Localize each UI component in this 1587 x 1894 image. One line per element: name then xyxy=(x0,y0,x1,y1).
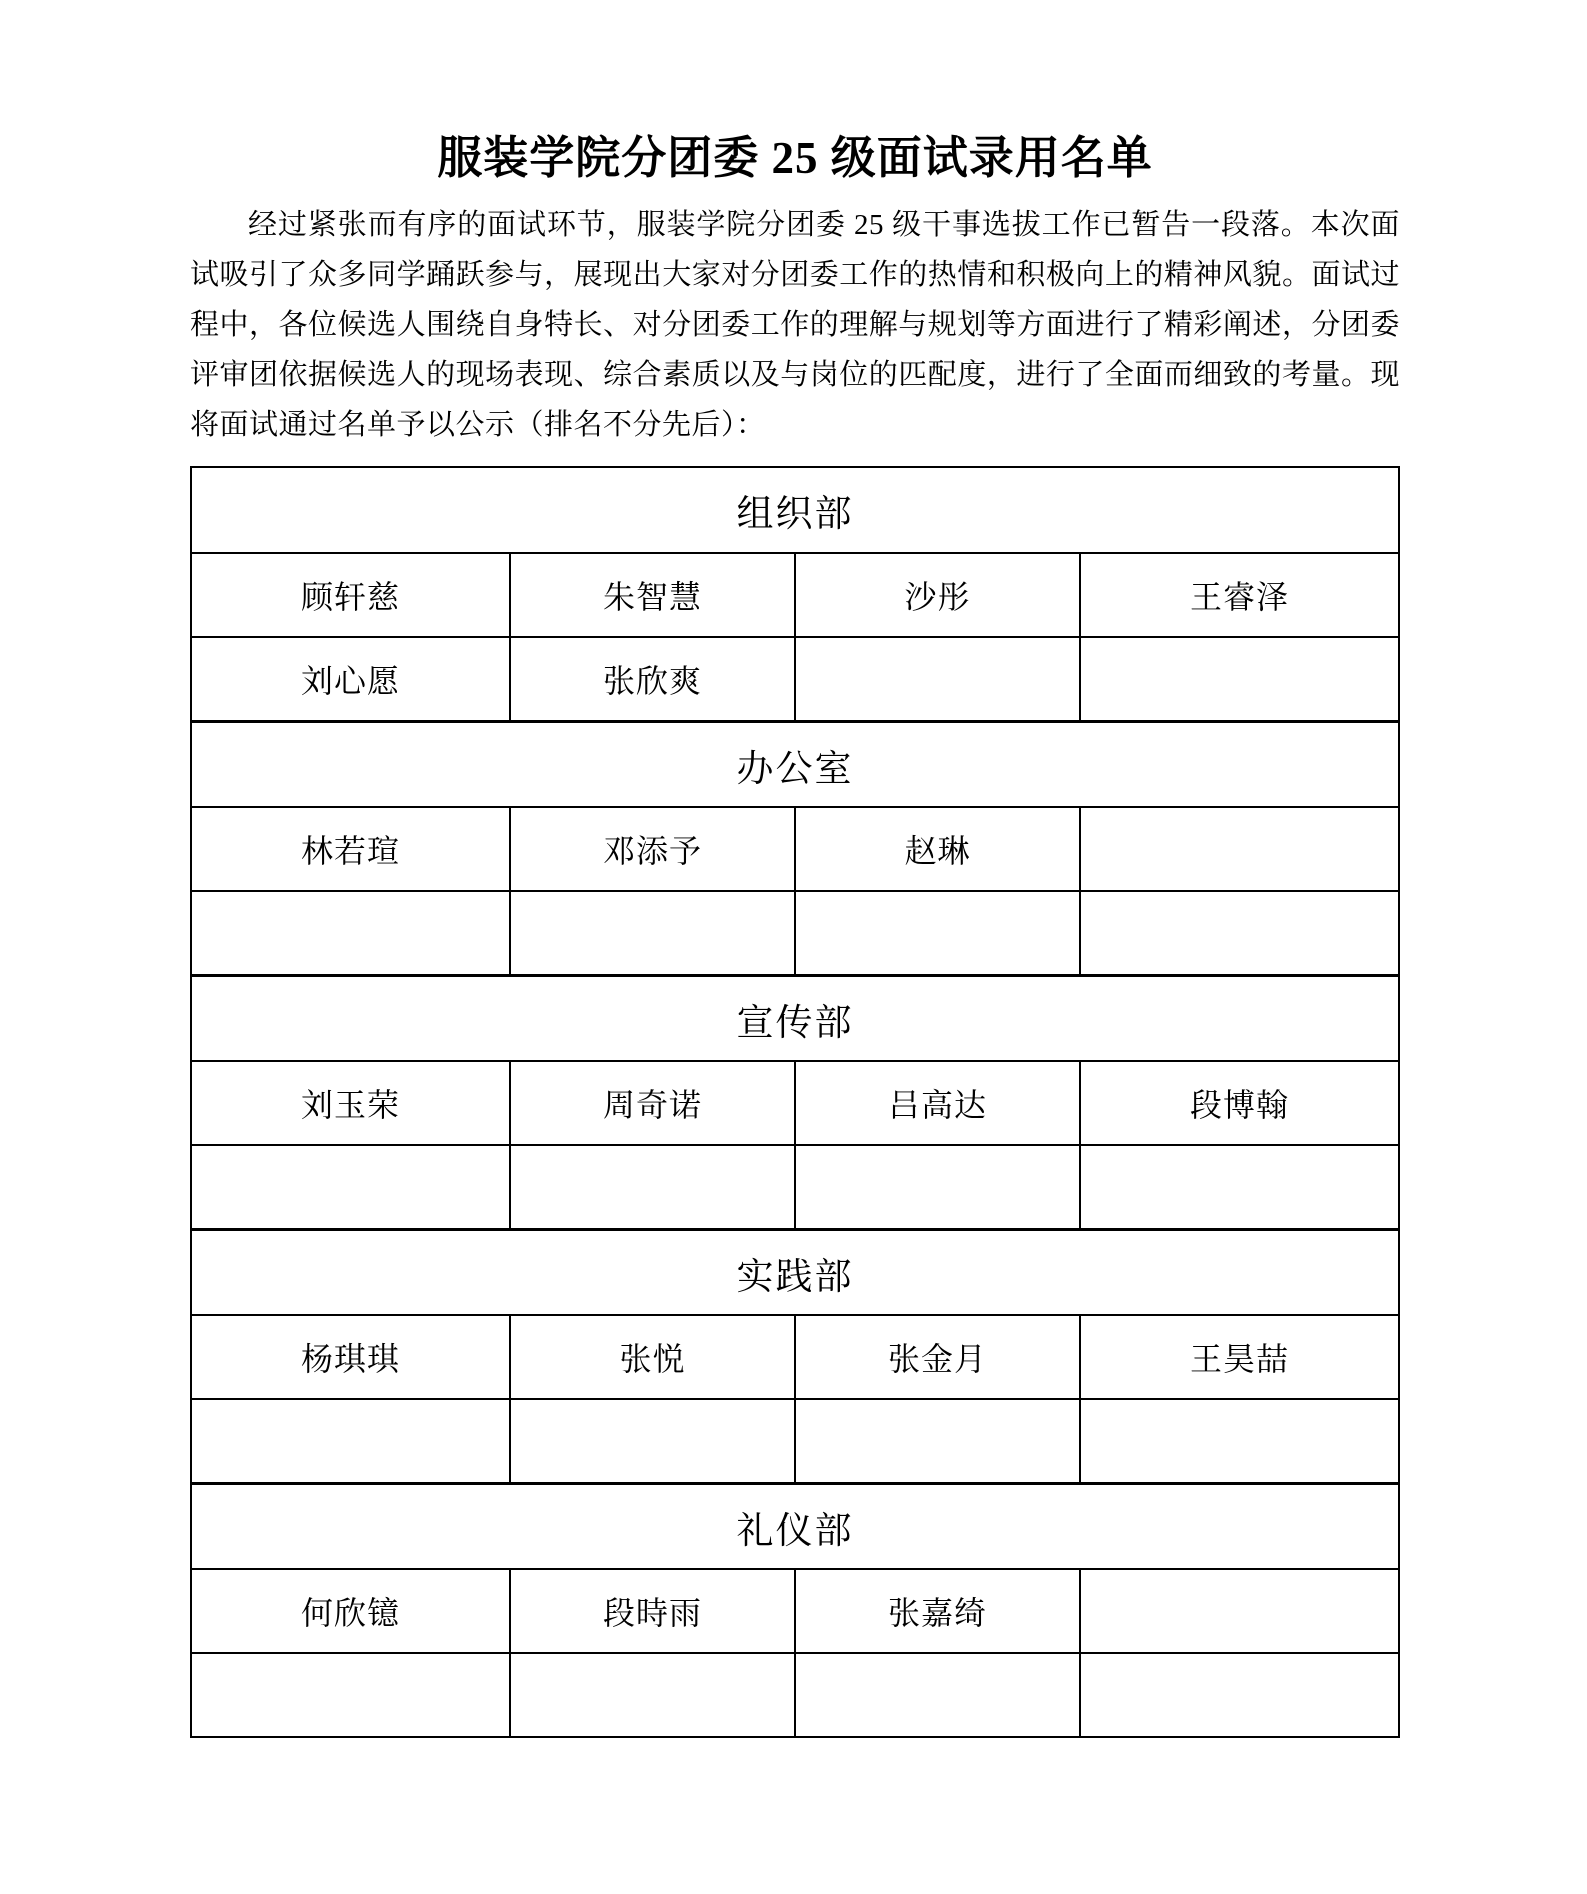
member-name-cell: 刘玉荣 xyxy=(191,1061,510,1145)
empty-cell xyxy=(191,1653,510,1737)
empty-cell xyxy=(1080,637,1399,721)
member-row xyxy=(191,1315,1399,1399)
member-name-cell: 王睿泽 xyxy=(1080,553,1399,637)
member-name-cell: 杨琪琪 xyxy=(191,1315,510,1399)
empty-cell xyxy=(795,1145,1080,1229)
section-name: 宣传部 xyxy=(191,975,1399,1061)
member-name-cell: 吕高达 xyxy=(795,1061,1080,1145)
member-row xyxy=(191,637,1399,721)
member-name-cell: 朱智慧 xyxy=(510,553,795,637)
empty-cell xyxy=(191,1145,510,1229)
empty-cell xyxy=(1080,1145,1399,1229)
section-header-row xyxy=(191,1229,1399,1315)
empty-cell xyxy=(795,891,1080,975)
member-row xyxy=(191,1399,1399,1483)
member-row xyxy=(191,891,1399,975)
empty-cell xyxy=(510,891,795,975)
empty-cell xyxy=(1080,1653,1399,1737)
member-name-cell: 何欣镱 xyxy=(191,1569,510,1653)
member-name-cell: 张欣爽 xyxy=(510,637,795,721)
member-name-cell: 赵琳 xyxy=(795,807,1080,891)
section-header-row xyxy=(191,467,1399,553)
intro-paragraph: 经过紧张而有序的面试环节，服装学院分团委 25 级干事选拔工作已暂告一段落。本次面试吸引了众多同学踊跃参与，展现出大家对分团委工作的热情和积极向上的精神风貌。面试过程中，各位候选人围绕自身特长、对分团委工作的理解与规划等方面进行了精彩阐述，分团委评审团依据候选人的现场表现、综合素质以及与岗位的匹配度，进行了全面而细致的考量。现将面试通过名单予以公示（排名不分先后）： xyxy=(190,209,1400,442)
member-row xyxy=(191,1061,1399,1145)
member-name-cell: 周奇诺 xyxy=(510,1061,795,1145)
document-title: 服装学院分团委 25 级面试录用名单 xyxy=(437,133,1153,183)
recruitment-table-body xyxy=(191,467,1399,1737)
section-name: 礼仪部 xyxy=(191,1483,1399,1569)
section-name: 办公室 xyxy=(191,721,1399,807)
empty-cell xyxy=(1080,1399,1399,1483)
recruitment-table xyxy=(190,466,1400,1738)
member-name-cell: 张金月 xyxy=(795,1315,1080,1399)
empty-cell xyxy=(510,1653,795,1737)
member-name-cell: 张悦 xyxy=(510,1315,795,1399)
empty-cell xyxy=(510,1399,795,1483)
member-row xyxy=(191,553,1399,637)
member-name-cell: 段時雨 xyxy=(510,1569,795,1653)
member-row xyxy=(191,1569,1399,1653)
empty-cell xyxy=(795,637,1080,721)
section-header-row xyxy=(191,721,1399,807)
member-name-cell: 刘心愿 xyxy=(191,637,510,721)
empty-cell xyxy=(1080,1569,1399,1653)
section-header-row xyxy=(191,975,1399,1061)
empty-cell xyxy=(1080,807,1399,891)
member-name-cell: 林若瑄 xyxy=(191,807,510,891)
member-name-cell: 沙彤 xyxy=(795,553,1080,637)
member-name-cell: 张嘉绮 xyxy=(795,1569,1080,1653)
section-name: 组织部 xyxy=(191,467,1399,553)
empty-cell xyxy=(795,1653,1080,1737)
empty-cell xyxy=(1080,891,1399,975)
member-row xyxy=(191,1145,1399,1229)
section-header-row xyxy=(191,1483,1399,1569)
member-name-cell: 王昊喆 xyxy=(1080,1315,1399,1399)
member-name-cell: 顾轩慈 xyxy=(191,553,510,637)
empty-cell xyxy=(795,1399,1080,1483)
empty-cell xyxy=(191,891,510,975)
member-name-cell: 段博翰 xyxy=(1080,1061,1399,1145)
member-row xyxy=(191,1653,1399,1737)
empty-cell xyxy=(191,1399,510,1483)
member-row xyxy=(191,807,1399,891)
section-name: 实践部 xyxy=(191,1229,1399,1315)
member-name-cell: 邓添予 xyxy=(510,807,795,891)
empty-cell xyxy=(510,1145,795,1229)
